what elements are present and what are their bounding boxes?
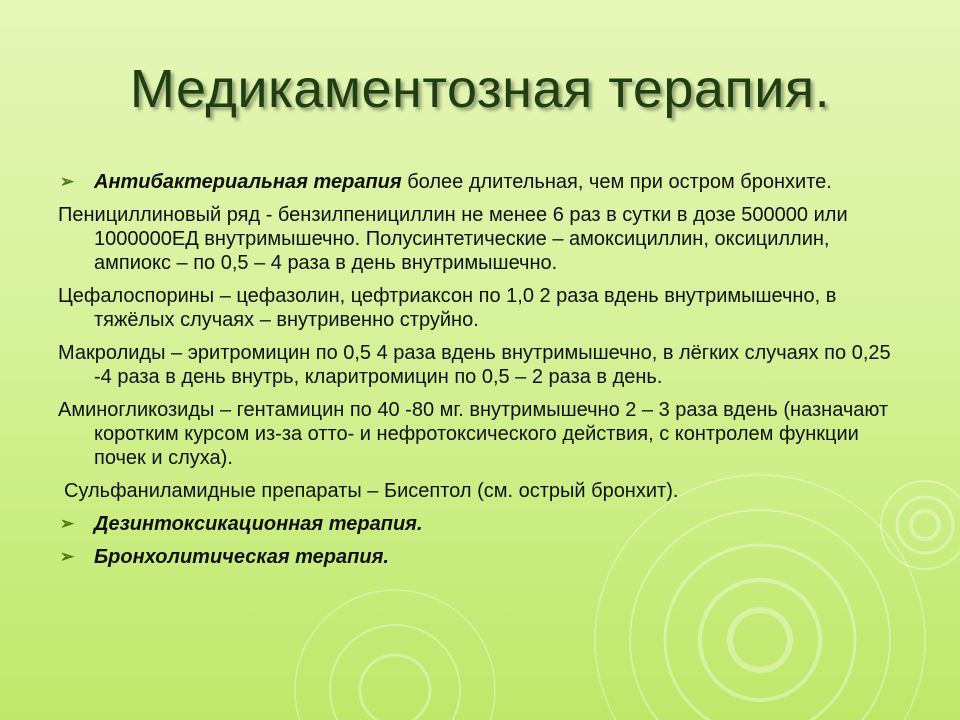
antibacterial-text: более длительная, чем при остром бронхите. <box>401 171 832 193</box>
penicillin-paragraph: Пенициллиновый ряд - бензилпенициллин не менее 6 раз в сутки в дозе 500000 или 1000000ЕД внутримышечно. Полусинтетические – амоксициллин, оксициллин, ампиокс – по 0,5 – 4 раза в день внутримышечно. <box>58 204 848 274</box>
bronchodilator-heading: Бронхолитическая терапия. <box>94 546 389 568</box>
slide-title: Медикаментозная терапия. <box>129 59 831 119</box>
bullet-arrow-icon: ➢ <box>60 514 75 533</box>
cephalosporin-paragraph: Цефалоспорины – цефазолин, цефтриаксон по 1,0 2 раза вдень внутримышечно, в тяжёлых случаях – внутривенно струйно. <box>58 285 837 331</box>
bullet-arrow-icon: ➢ <box>60 172 75 191</box>
detox-heading: Дезинтоксикационная терапия. <box>94 513 423 535</box>
antibacterial-heading: Антибактериальная терапия <box>94 171 402 193</box>
macrolide-paragraph: Макролиды – эритромицин по 0,5 4 раза вдень внутримышечно, в лёгких случаях по 0,25 -4 раза в день внутрь, кларитромицин по 0,5 – 2 раза в день. <box>58 342 891 388</box>
bullet-arrow-icon: ➢ <box>60 547 75 566</box>
bullet-detox <box>58 512 908 536</box>
slide-content <box>58 170 908 578</box>
bullet-bronchodilator <box>58 545 908 569</box>
sulfonamide-paragraph: Сульфаниламидные препараты – Бисептол (см. острый бронхит). <box>64 480 679 502</box>
bullet-antibacterial <box>58 170 908 194</box>
aminoglycoside-paragraph: Аминогликозиды – гентамицин по 40 -80 мг. внутримышечно 2 – 3 раза вдень (назначают коротким курсом из-за отто- и нефротоксического действия, с контролем функции почек и слуха). <box>58 399 889 469</box>
